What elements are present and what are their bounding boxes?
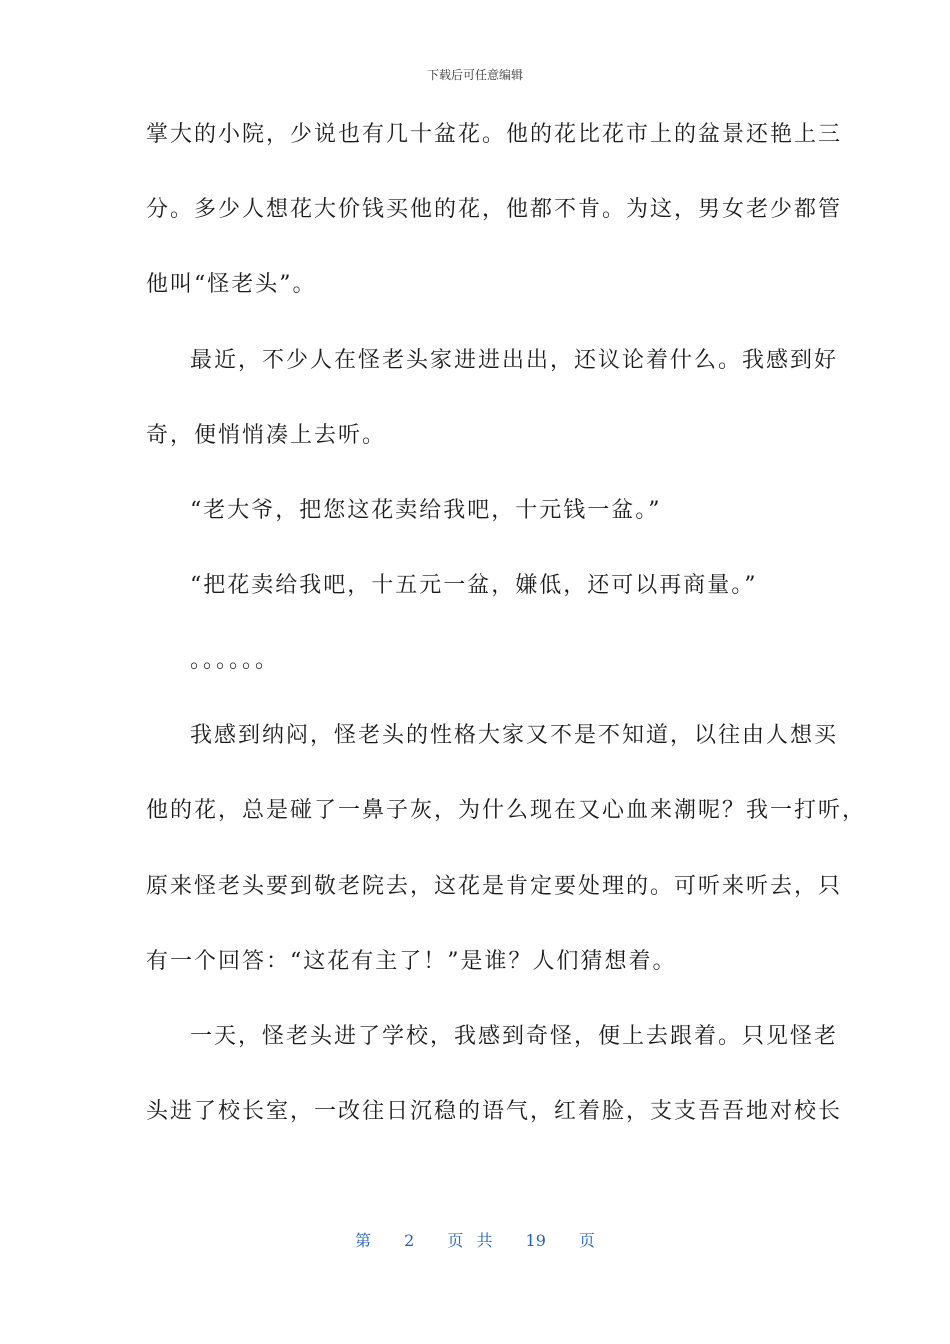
- text-line: 最近，不少人在怪老头家进进出出，还议论着什么。我感到好: [190, 348, 839, 373]
- text-line: 他的花，总是碰了一鼻子灰，为什么现在又心血来潮呢？我一打听，: [146, 798, 867, 823]
- text-line: 分。多少人想花大价钱买他的花，他都不肯。为这，男女老少都管: [146, 197, 843, 222]
- text-line: “把花卖给我吧，十五元一盆，嫌低，还可以再商量。”: [190, 573, 758, 598]
- text-line: 有一个回答：“这花有主了！”是谁？人们猜想着。: [146, 949, 677, 974]
- text-line: 掌大的小院，少说也有几十盆花。他的花比花市上的盆景还艳上三: [146, 122, 843, 147]
- text-line: 。。。。。。: [190, 648, 280, 673]
- footer-page-label: 第: [354, 1231, 371, 1250]
- text-line: 一天，怪老头进了学校，我感到奇怪，便上去跟着。只见怪老: [190, 1024, 839, 1049]
- footer-current-page: 2: [404, 1231, 415, 1250]
- text-line: 我感到纳闷，怪老头的性格大家又不是不知道，以往由人想买: [190, 723, 839, 748]
- footer-end-label: 页: [579, 1231, 596, 1250]
- page-header: 下载后可任意编辑: [426, 68, 523, 82]
- text-line: 奇，便悄悄凑上去听。: [146, 423, 387, 448]
- page-footer: [0, 1228, 950, 1251]
- text-line: 原来怪老头要到敬老院去，这花是肯定要处理的。可听来听去，只: [146, 874, 843, 899]
- text-line: 他叫“怪老头”。: [146, 272, 317, 297]
- text-line: “老大爷，把您这花卖给我吧，十元钱一盆。”: [190, 498, 662, 523]
- footer-total-pages: 19: [525, 1231, 546, 1250]
- footer-of-label: 页 共: [447, 1231, 493, 1250]
- text-line: 头进了校长室，一改往日沉稳的语气，红着脸，支支吾吾地对校长: [146, 1099, 843, 1124]
